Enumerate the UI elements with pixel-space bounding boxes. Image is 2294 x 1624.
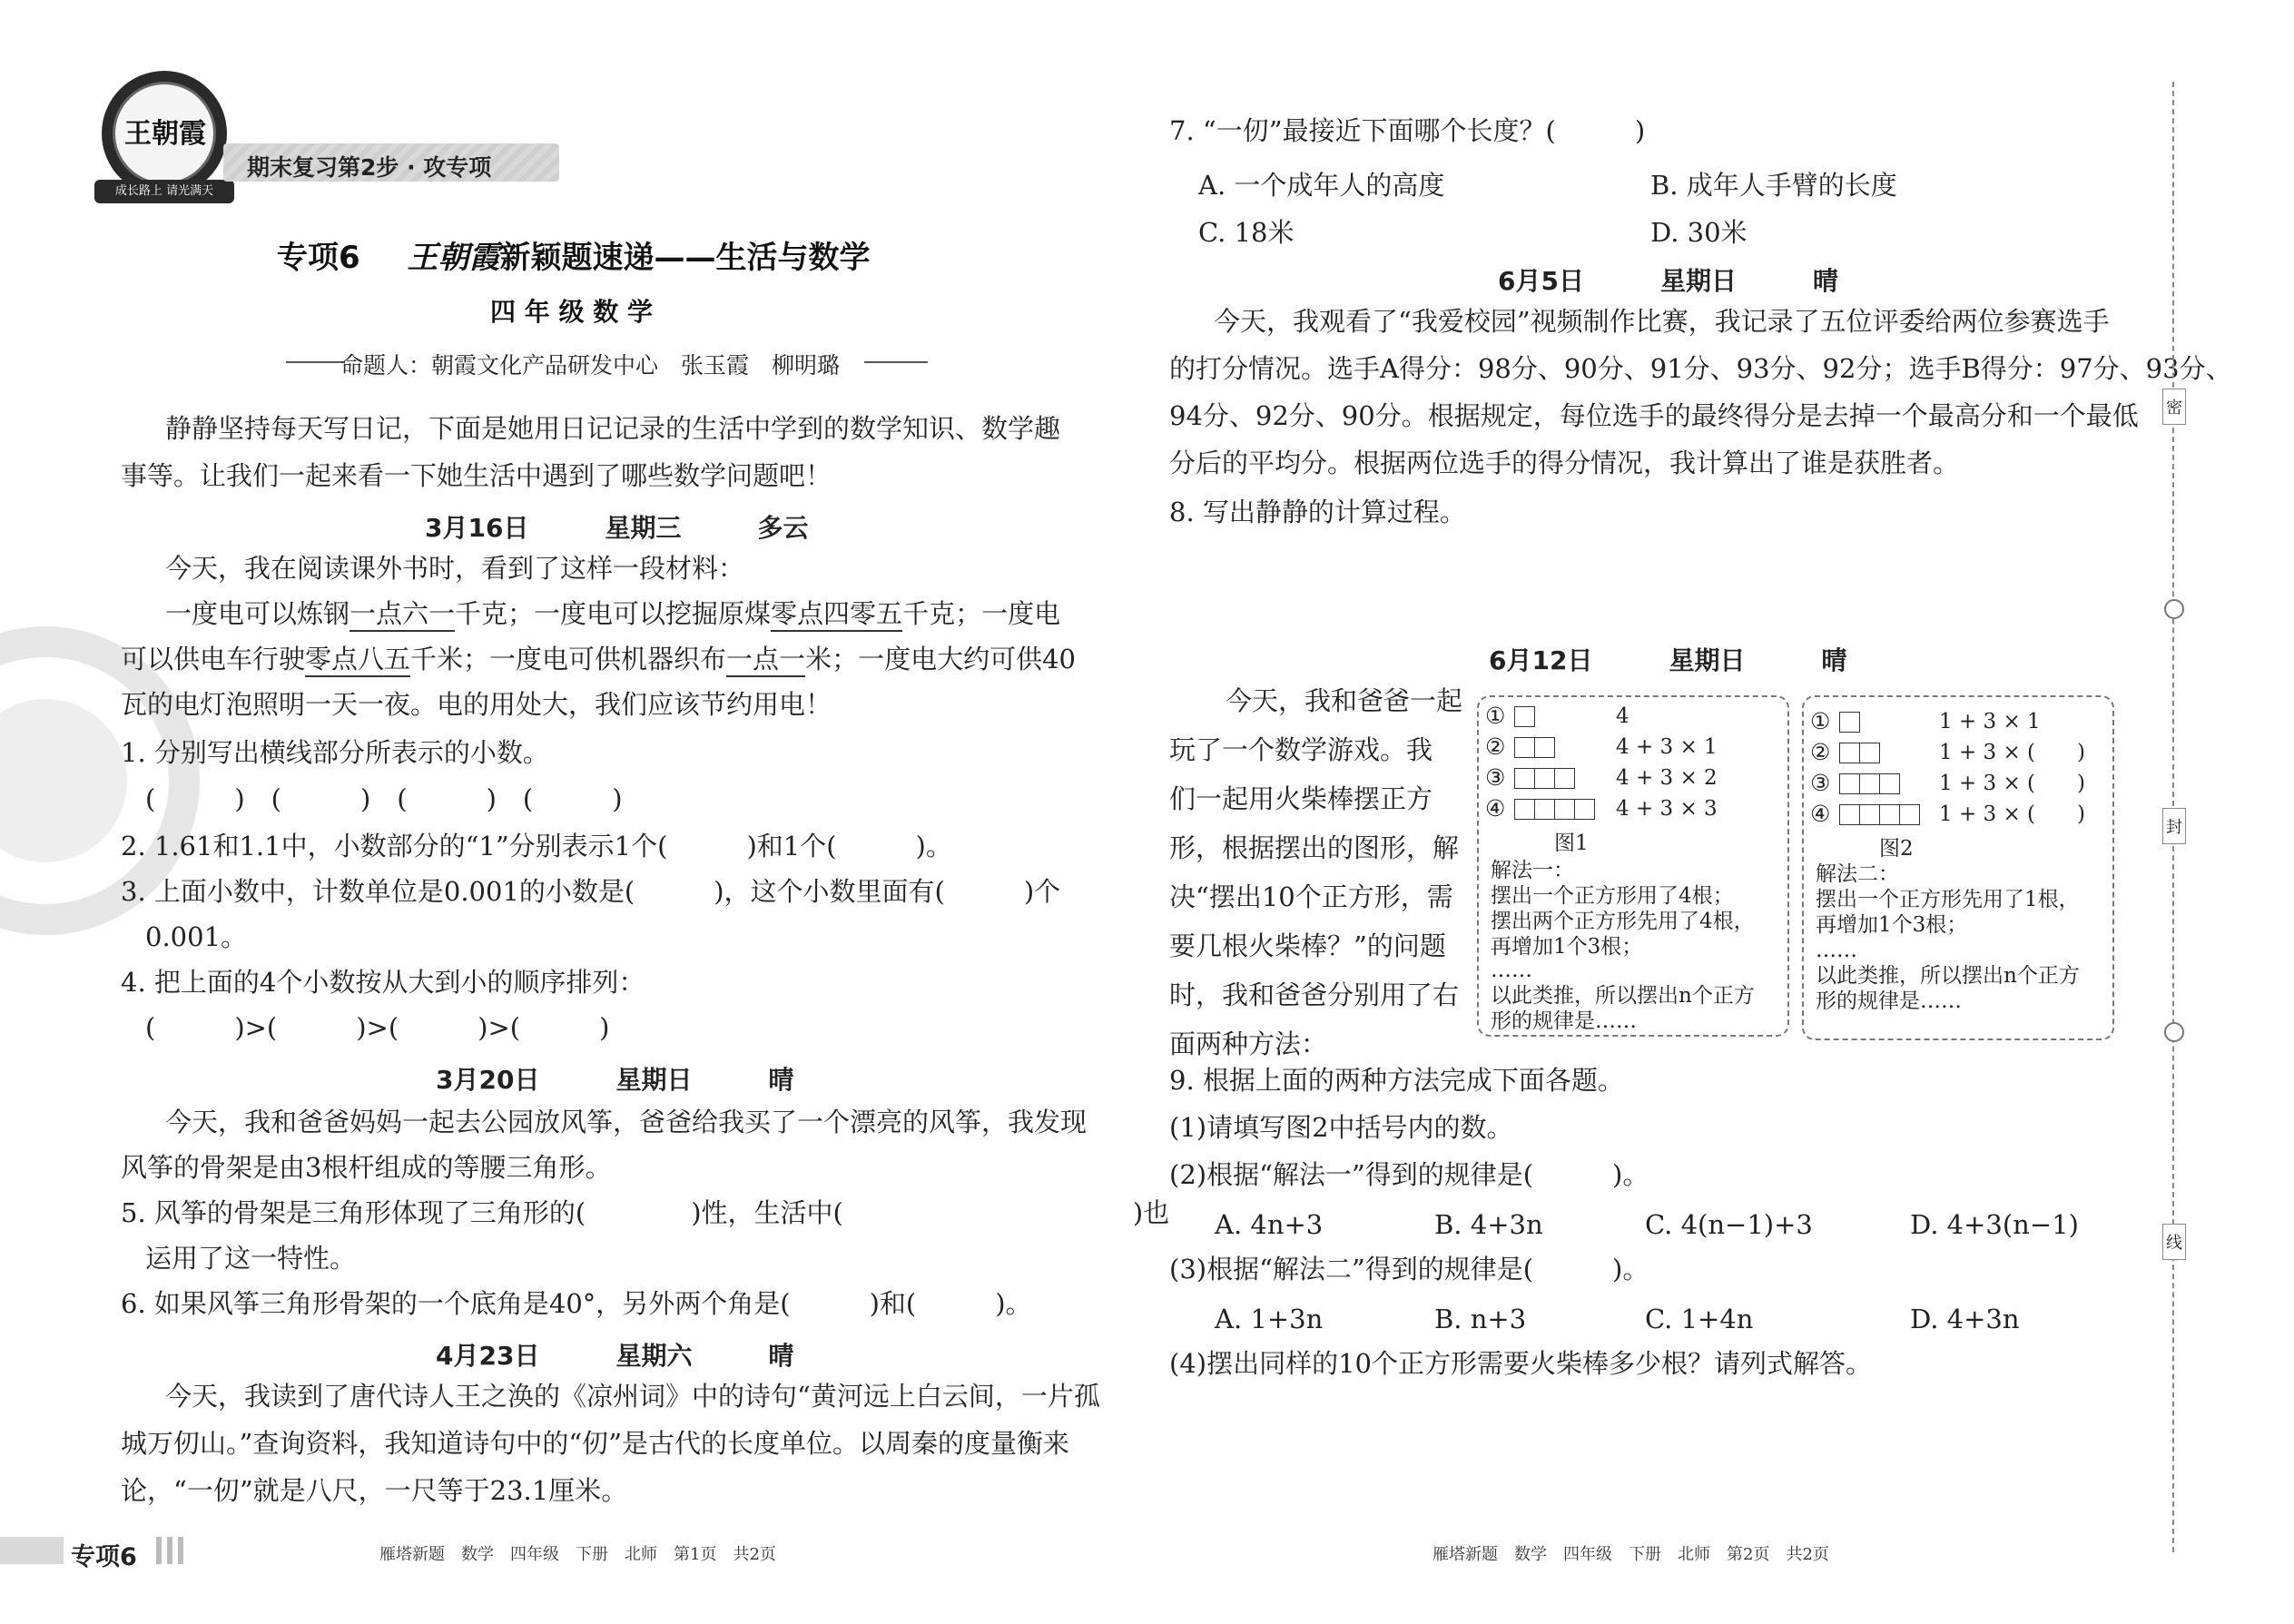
q9-2-option-c[interactable]: C. 4(n−1)+3 xyxy=(1645,1209,1813,1240)
diary-date-2-weather: 晴 xyxy=(768,1065,794,1095)
figure-1-row-4-expression: 4 + 3 × 3 xyxy=(1616,797,1718,821)
story-line-7: 时，我和爸爸分别用了右 xyxy=(1169,979,1460,1010)
figure-2-row-3-square xyxy=(1859,773,1880,794)
paragraph-4: 瓦的电灯泡照明一天一夜。电的用处大，我们应该节约用电！ xyxy=(121,689,832,720)
method-2-line-6: 形的规律是…… xyxy=(1816,989,1962,1013)
method-2-line-3: 再增加1个3根； xyxy=(1816,913,1968,937)
underlined-number-1: 一点六一 xyxy=(350,598,455,632)
footer-right: 雁塔新题 数学 四年级 下册 北师 第2页 共2页 xyxy=(1433,1545,1829,1564)
method-2-line-5: 以此类推，所以摆出n个正方 xyxy=(1816,964,2080,988)
figure-2-row-4-square xyxy=(1859,804,1880,825)
paragraph-5: 今天，我和爸爸妈妈一起去公园放风筝，爸爸给我买了一个漂亮的风筝，我发现 xyxy=(165,1107,1088,1137)
question-3b: 0.001。 xyxy=(145,921,248,952)
question-5a: 5. 风筝的骨架是三角形体现了三角形的( )性，生活中( )也 xyxy=(121,1197,1170,1228)
footer-deco xyxy=(156,1537,183,1564)
diary-date-3-date: 4月23日 xyxy=(436,1341,540,1371)
question-2: 2. 1.61和1.1中，小数部分的“1”分别表示1个( )和1个( )。 xyxy=(121,831,952,861)
paragraph-3-b: 千米；一度电可供机器织布 xyxy=(410,644,727,674)
figure-2-row-2-square xyxy=(1859,743,1880,763)
authors-line: 命题人：朝霞文化产品研发中心 张玉霞 柳明璐 xyxy=(340,352,841,379)
side-mark-line: 线 xyxy=(2162,1224,2186,1260)
r-paragraph-2: 的打分情况。选手A得分：98分、90分、91分、93分、92分；选手B得分：97分、93分、 xyxy=(1169,353,2232,384)
q7-option-b[interactable]: B. 成年人手臂的长度 xyxy=(1650,170,1897,201)
q9-3-option-b[interactable]: B. n+3 xyxy=(1434,1304,1527,1334)
figure-2-row-4-square xyxy=(1839,804,1860,825)
figure-1-row-3-number: ③ xyxy=(1485,764,1506,791)
paragraph-3-a: 可以供电车行驶 xyxy=(121,644,306,674)
diary-date-3-week: 星期六 xyxy=(615,1341,693,1371)
figure-1-row-4-square xyxy=(1574,799,1595,820)
question-9-4: (4)摆出同样的10个正方形需要火柴棒多少根？请列式解答。 xyxy=(1169,1348,1872,1379)
page-title-prefix: 专项6 xyxy=(277,240,360,276)
question-4-blanks[interactable]: ( )>( )>( )>( ) xyxy=(145,1012,610,1043)
paragraph-7: 今天，我读到了唐代诗人王之涣的《凉州词》中的诗句“黄河远上白云间，一片孤 xyxy=(165,1381,1100,1412)
method-1-line-3: 摆出两个正方形先用了4根， xyxy=(1491,910,1755,933)
page-title-brand: 王朝霞 xyxy=(407,240,500,276)
method-1-line-2: 摆出一个正方形用了4根； xyxy=(1491,884,1734,908)
figure-2-row-1-number: ① xyxy=(1810,708,1831,734)
diary-date-3 xyxy=(436,1336,870,1373)
figure-2-row-4-expression: 1 + 3 × ( ) xyxy=(1939,802,2085,826)
r-paragraph-1: 今天，我观看了“我爱校园”视频制作比赛，我记录了五位评委给两位参赛选手 xyxy=(1214,306,2110,337)
q9-3-option-d[interactable]: D. 4+3n xyxy=(1910,1304,2020,1334)
figure-2-row-4-square xyxy=(1879,804,1900,825)
question-9-1: (1)请填写图2中括号内的数。 xyxy=(1169,1112,1513,1143)
diary-date-5 xyxy=(1489,641,1923,677)
figure-1-row-1-number: ① xyxy=(1485,703,1506,729)
diary-date-1-weather: 多云 xyxy=(757,513,809,543)
q9-2-option-b[interactable]: B. 4+3n xyxy=(1434,1209,1543,1240)
story-line-3: 们一起用火柴棒摆正方 xyxy=(1169,783,1433,814)
method-1-line-7: 形的规律是…… xyxy=(1491,1009,1637,1033)
r-paragraph-4: 分后的平均分。根据两位选手的得分情况，我计算出了谁是获胜者。 xyxy=(1169,448,1960,478)
figure-2-row-1-expression: 1 + 3 × 1 xyxy=(1939,710,2041,733)
diary-date-4-weather: 晴 xyxy=(1812,266,1838,296)
figure-1-row-4-number: ④ xyxy=(1485,795,1506,822)
story-line-2: 玩了一个数学游戏。我 xyxy=(1169,734,1433,765)
diary-date-3-weather: 晴 xyxy=(768,1341,794,1371)
figure-1-row-2-square xyxy=(1514,737,1535,758)
paragraph-3-c: 米；一度电大约可供40 xyxy=(805,644,1076,674)
footer-tag: 专项6 xyxy=(71,1543,137,1571)
figure-2-row-2-number: ② xyxy=(1810,739,1831,765)
figure-2-row-2-expression: 1 + 3 × ( ) xyxy=(1939,741,2085,764)
page-subtitle: 四 年 级 数 学 xyxy=(490,297,653,327)
authors-rule-right xyxy=(864,361,928,363)
diary-date-5-week: 星期日 xyxy=(1669,645,1746,675)
paragraph-2-a: 一度电可以炼钢 xyxy=(165,598,350,629)
method-1-line-1: 解法一： xyxy=(1491,859,1574,882)
figure-2-caption: 图2 xyxy=(1879,837,1914,861)
question-4: 4. 把上面的4个小数按从大到小的顺序排列： xyxy=(121,967,645,998)
question-5b: 运用了这一特性。 xyxy=(145,1243,357,1274)
method-1-line-4: 再增加1个3根； xyxy=(1491,935,1643,959)
figure-2-row-1-square xyxy=(1839,712,1860,733)
story-line-6: 要几根火柴棒？”的问题 xyxy=(1169,930,1446,961)
paragraph-9: 论，“一仞”就是八尺，一尺等于23.1厘米。 xyxy=(121,1475,628,1506)
diary-date-1-date: 3月16日 xyxy=(425,513,529,543)
paragraph-6: 风筝的骨架是由3根杆组成的等腰三角形。 xyxy=(121,1152,612,1183)
paragraph-8: 城万仞山。”查询资料，我知道诗句中的“仞”是古代的长度单位。以周秦的度量衡来 xyxy=(121,1428,1069,1459)
question-9-2: (2)根据“解法一”得到的规律是( )。 xyxy=(1169,1159,1649,1190)
q7-option-a[interactable]: A. 一个成年人的高度 xyxy=(1198,170,1445,201)
figure-1-row-2-expression: 4 + 3 × 1 xyxy=(1616,735,1718,759)
question-9: 9. 根据上面的两种方法完成下面各题。 xyxy=(1169,1065,1624,1096)
diary-date-2-week: 星期日 xyxy=(615,1065,693,1095)
diary-date-4-week: 星期日 xyxy=(1659,266,1737,296)
q7-option-c[interactable]: C. 18米 xyxy=(1198,217,1295,248)
diary-date-2 xyxy=(436,1060,870,1097)
question-6: 6. 如果风筝三角形骨架的一个底角是40°，另外两个角是( )和( )。 xyxy=(121,1288,1032,1319)
diary-date-1-week: 星期三 xyxy=(605,513,682,543)
figure-1-row-3-square xyxy=(1534,768,1555,789)
figure-2-row-3-square xyxy=(1839,773,1860,794)
figure-2-row-2-square xyxy=(1839,743,1860,763)
question-7: 7. “一仞”最接近下面哪个长度？( ) xyxy=(1169,115,1646,146)
footer-tag-bar xyxy=(0,1537,64,1564)
story-line-5: 决“摆出10个正方形，需 xyxy=(1169,881,1453,912)
q9-3-option-a[interactable]: A. 1+3n xyxy=(1215,1304,1324,1334)
intro-line-2: 事等。让我们一起来看一下她生活中遇到了哪些数学问题吧！ xyxy=(121,460,832,491)
diary-date-1 xyxy=(425,508,884,545)
method-2-line-2: 摆出一个正方形先用了1根， xyxy=(1816,888,2080,911)
figure-1-row-3-expression: 4 + 3 × 2 xyxy=(1616,766,1718,790)
method-2-line-4: …… xyxy=(1816,939,1857,962)
authors-rule-left xyxy=(286,361,345,363)
figure-1-caption: 图1 xyxy=(1554,832,1589,855)
brand-tag2: 请光满天 xyxy=(166,184,214,198)
figure-1-row-2-square xyxy=(1534,737,1555,758)
figure-1-row-4-square xyxy=(1514,799,1535,820)
side-mark-close: 封 xyxy=(2162,808,2186,844)
question-8: 8. 写出静静的计算过程。 xyxy=(1169,497,1466,527)
story-line-4: 形，根据摆出的图形，解 xyxy=(1169,832,1460,863)
figure-1-row-3-square xyxy=(1514,768,1535,789)
brand-tag1: 成长路上 xyxy=(114,184,162,198)
figure-2-row-4-square xyxy=(1899,804,1920,825)
q9-2-option-a[interactable]: A. 4n+3 xyxy=(1215,1209,1324,1240)
q9-3-option-c[interactable]: C. 1+4n xyxy=(1645,1304,1754,1334)
diary-date-4 xyxy=(1498,261,1915,298)
figure-1-row-4-square xyxy=(1554,799,1575,820)
figure-2-row-4-number: ④ xyxy=(1810,801,1831,827)
method-1-line-6: 以此类推，所以摆出n个正方 xyxy=(1491,984,1755,1008)
q7-option-d[interactable]: D. 30米 xyxy=(1650,217,1748,248)
paragraph-1: 今天，我在阅读课外书时，看到了这样一段材料： xyxy=(165,553,745,584)
figure-1-row-1-expression: 4 xyxy=(1616,704,1629,728)
diary-date-5-weather: 晴 xyxy=(1821,645,1847,675)
paragraph-3 xyxy=(121,646,1076,673)
binding-hole-2 xyxy=(2164,1022,2184,1042)
figure-1-row-2-number: ② xyxy=(1485,733,1506,760)
diary-date-5-date: 6月12日 xyxy=(1489,645,1593,675)
underlined-number-2: 零点四零五 xyxy=(771,598,902,632)
page-title: 新颖题速递——生活与数学 xyxy=(499,240,871,276)
question-9-3: (3)根据“解法二”得到的规律是( )。 xyxy=(1169,1254,1649,1284)
paragraph-2 xyxy=(165,598,1061,629)
binding-hole-1 xyxy=(2164,599,2184,619)
story-line-1: 今天，我和爸爸一起 xyxy=(1226,685,1463,716)
underlined-number-4: 一点一 xyxy=(726,644,805,677)
figure-1-row-4-square xyxy=(1534,799,1555,820)
brand-logo-text: 王朝霞 xyxy=(124,118,206,150)
question-1-blanks[interactable]: ( ) ( ) ( ) ( ) xyxy=(145,783,623,814)
diary-date-4-date: 6月5日 xyxy=(1498,266,1584,296)
figure-2-row-3-number: ③ xyxy=(1810,770,1831,796)
brand-logo xyxy=(102,71,227,196)
diary-date-2-date: 3月20日 xyxy=(436,1065,540,1095)
footer-left: 雁塔新题 数学 四年级 下册 北师 第1页 共2页 xyxy=(379,1545,776,1564)
figure-2-row-3-expression: 1 + 3 × ( ) xyxy=(1939,772,2085,795)
question-3a: 3. 上面小数中，计数单位是0.001的小数是( )，这个小数里面有( )个 xyxy=(121,876,1061,907)
r-paragraph-3: 94分、92分、90分。根据规定，每位选手的最终得分是去掉一个最高分和一个最低 xyxy=(1169,400,2139,431)
side-mark-seal: 密 xyxy=(2162,389,2186,425)
method-2-line-1: 解法二： xyxy=(1816,862,1899,886)
header-banner-text: 期末复习第2步 · 攻专项 xyxy=(247,154,492,181)
figure-2-row-3-square xyxy=(1879,773,1900,794)
intro-line-1: 静静坚持每天写日记，下面是她用日记记录的生活中学到的数学知识、数学趣 xyxy=(165,413,1061,444)
question-1: 1. 分别写出横线部分所表示的小数。 xyxy=(121,737,549,768)
underlined-number-3: 零点八五 xyxy=(305,644,410,677)
paragraph-2-c: 千克；一度电 xyxy=(902,598,1061,629)
story-line-8: 面两种方法： xyxy=(1169,1029,1328,1059)
figure-1-row-1-square xyxy=(1514,706,1535,727)
method-1-line-5: …… xyxy=(1491,959,1532,982)
paragraph-2-b: 千克；一度电可以挖掘原煤 xyxy=(455,598,772,629)
figure-1-row-3-square xyxy=(1554,768,1575,789)
q9-2-option-d[interactable]: D. 4+3(n−1) xyxy=(1910,1209,2079,1240)
